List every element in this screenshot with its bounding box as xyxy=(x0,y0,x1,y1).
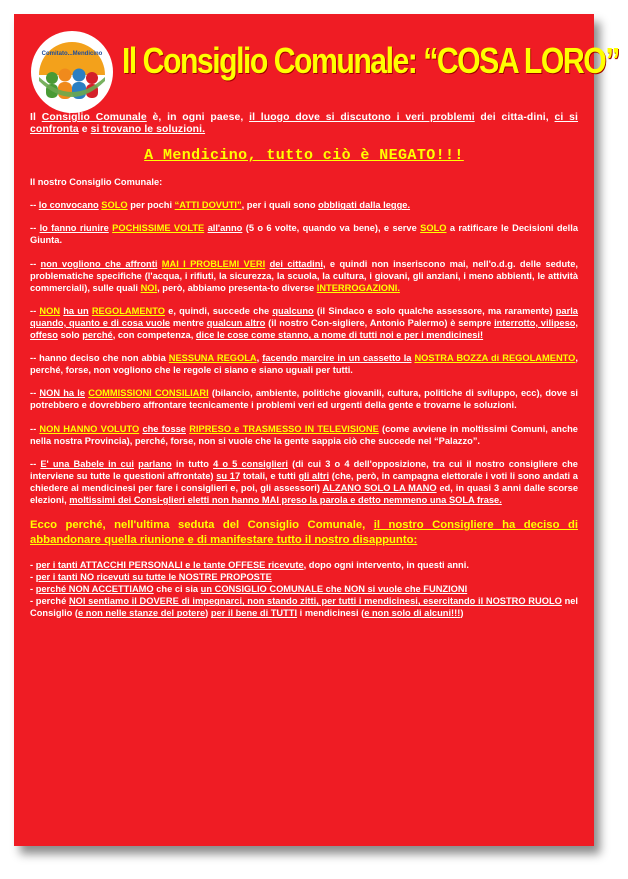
text-run: non vogliono che affronti xyxy=(40,258,158,269)
list-item xyxy=(30,571,578,583)
text-run: un CONSIGLIO COMUNALE che NON si vuole che FUNZIONI xyxy=(200,584,468,595)
text-run: lo convocano xyxy=(38,200,99,211)
text-run: mentre xyxy=(170,317,207,328)
point-televisione xyxy=(30,423,578,447)
text-run: ) xyxy=(460,608,464,619)
text-run: parla quando, quanto e di cosa vuole xyxy=(30,305,578,328)
text-run: nel Consiglio ( xyxy=(30,596,579,619)
text-run: -- xyxy=(30,305,40,316)
text-run: , dopo ogni intervento, in questi anni. xyxy=(303,560,469,571)
text-run: (5 o 6 volte, quando va bene), e serve xyxy=(242,223,421,234)
text-run: SOLO xyxy=(101,200,128,211)
text-run: e xyxy=(78,124,91,136)
text-run: su 17 xyxy=(216,470,241,481)
text-run: 4 o 5 consiglieri xyxy=(213,458,288,469)
text-run: e, quindi, succede che xyxy=(165,305,273,316)
list-item xyxy=(30,595,578,619)
text-run: - xyxy=(30,584,36,595)
text-run: si trovano le soluzioni. xyxy=(90,124,206,136)
text-run: NOI sentiamo il DOVERE di impegnarci, non stando zitti, per tutti i mendicinesi, esercitando il NOSTRO RUOLO xyxy=(68,596,562,607)
text-run: POCHISSIME VOLTE xyxy=(112,223,205,234)
text-run: NESSUNA REGOLA xyxy=(168,353,257,364)
point-regolamento xyxy=(30,305,578,341)
text-run: parlano xyxy=(138,458,172,469)
text-run: ci si confronta xyxy=(30,112,579,136)
text-run: dei cittadini xyxy=(269,258,323,269)
list-item xyxy=(30,559,578,571)
text-run: ALZANO SOLO LA MANO xyxy=(322,482,437,493)
intro-paragraph xyxy=(30,112,578,136)
text-run: Consiglio Comunale xyxy=(41,112,147,123)
text-run: perché xyxy=(82,330,113,341)
text-run: , e quindi non inseriscono mai, nell'o.d.g. delle sedute, problematiche specifiche (l'acqua, i rifiuti, la sicurezza, la scuola, la cultura, i giovani, gli anziani, i meno abbienti, le attività commerciali), sulle quali xyxy=(30,258,578,293)
text-run: obbligati dalla legge. xyxy=(318,200,411,211)
text-run: in tutto xyxy=(171,458,214,469)
text-run: , però, abbiamo presenta-to diverse xyxy=(157,282,317,293)
text-run: , xyxy=(256,353,263,364)
text-run: (bilancio, ambiente, politiche giovanili, cultura, politiche di sviluppo, ecc), dove si potrebbero e dovrebbero affrontare tecnicamente i problemi veri ed urgenti della gente e trovarne le soluzioni. xyxy=(30,388,578,411)
logo-icon xyxy=(31,31,113,113)
reasons-list xyxy=(30,559,578,619)
text-run: qualcun altro xyxy=(206,317,266,328)
text-run: (di cui 3 o 4 dell'opposizione, tra cui il nostro consigliere che interviene su tutte le questioni affrontate) xyxy=(30,458,578,481)
point-problemi xyxy=(30,258,578,294)
text-run: -- xyxy=(30,423,40,434)
text-run: MAI I PROBLEMI VERI xyxy=(161,258,266,269)
text-run: -- hanno deciso che non abbia xyxy=(30,353,169,364)
list-item xyxy=(30,583,578,595)
text-run: ) xyxy=(205,608,211,619)
text-run: Ecco perché, nell'ultima seduta del Consiglio Comunale, xyxy=(30,519,374,532)
text-run: il luogo dove si discutono i veri problemi xyxy=(249,112,475,123)
lead-line: Il nostro Consiglio Comunale: xyxy=(30,177,163,188)
text-run: perché NON ACCETTIAMO xyxy=(35,584,154,595)
text-run: e non solo di alcuni!!! xyxy=(364,608,461,619)
text-run: e non nelle stanze del potere xyxy=(78,608,206,619)
text-run: all'anno xyxy=(207,223,243,234)
text-run: -- xyxy=(30,258,41,269)
text-run: Il xyxy=(30,112,42,123)
text-run: per i tanti ATTACCHI PERSONALI e le tante OFFESE ricevute xyxy=(35,560,304,571)
text-run: totali, e tutti xyxy=(240,470,299,481)
text-run: -- xyxy=(30,200,39,211)
text-run: E' una Babele in cui xyxy=(40,458,134,469)
text-run: dei citta-dini, xyxy=(474,112,555,123)
text-run: - xyxy=(30,560,36,571)
logo-text: Comitato...Mendicino xyxy=(41,51,103,57)
text-run: qualcuno xyxy=(272,305,314,316)
text-run: - perché xyxy=(30,596,69,607)
committee-logo xyxy=(31,31,113,113)
negato-heading: A Mendicino, tutto ciò è NEGATO!!! xyxy=(144,147,464,165)
text-run: (il Sindaco e solo qualche assessore, ma raramente) xyxy=(313,305,556,316)
text-run: -- xyxy=(30,458,41,469)
ecco-perche-paragraph xyxy=(30,518,578,547)
text-run: per i tanti NO ricevuti su tutte le NOSTRE PROPOSTE xyxy=(35,572,272,583)
text-run: solo xyxy=(57,330,83,341)
text-run: che fosse xyxy=(142,423,186,434)
point-convocano xyxy=(30,199,578,211)
text-run: che ci sia xyxy=(153,584,201,595)
text-run: moltissimi dei Consi-glieri eletti non hanno MAI preso la parola e detto nemmeno una SOLA frase. xyxy=(69,494,502,505)
text-run: RIPRESO e TRASMESSO IN TELEVISIONE xyxy=(189,423,379,434)
text-run: “ATTI DOVUTI” xyxy=(174,200,242,211)
text-run: -- xyxy=(30,223,40,234)
text-run: ed, in quasi 3 anni dalle scorse elezioni, xyxy=(30,482,578,505)
text-run: interrotto, vilipeso, offeso xyxy=(30,317,579,341)
flyer-page xyxy=(14,14,619,846)
text-run: NON xyxy=(39,305,61,316)
text-run: (che, però, in campagna elettorale i voti li sono andati a chiedere ai mendicinesi per fare i consiglieri e, poi, gli assessori) xyxy=(30,470,578,493)
point-nessuna-regola xyxy=(30,352,578,376)
text-run: INTERROGAZIONI. xyxy=(316,282,400,293)
text-run: dice le cose come stanno, a nome di tutti noi e per i mendicinesi! xyxy=(195,330,484,341)
text-run: - xyxy=(30,572,36,583)
text-run: , per i quali sono xyxy=(241,200,319,211)
text-run: -- xyxy=(30,388,40,399)
text-run: , con competenza, xyxy=(112,330,196,341)
text-run: NON HANNO VOLUTO xyxy=(39,423,140,434)
point-commissioni xyxy=(30,387,578,411)
text-run: ha un xyxy=(63,305,89,316)
point-babele xyxy=(30,458,578,506)
text-run: NOI xyxy=(140,282,158,293)
text-run: per il bene di TUTTI xyxy=(210,608,298,619)
text-run: lo fanno riunire xyxy=(39,223,109,234)
text-run: facendo marcire in un cassetto la xyxy=(262,353,412,364)
text-run: gli altri xyxy=(298,470,330,481)
text-run: i mendicinesi ( xyxy=(297,608,365,619)
text-run: NOSTRA BOZZA di REGOLAMENTO xyxy=(414,353,576,364)
text-run: per pochi xyxy=(127,200,175,211)
text-run: COMMISSIONI CONSILIARI xyxy=(88,388,209,399)
text-run: , perché, forse, non vogliono che le regole ci siano e siano uguali per tutti. xyxy=(30,353,579,376)
text-run: a ratificare le Decisioni della Giunta. xyxy=(30,223,579,246)
text-run: è, in ogni paese, xyxy=(146,112,250,123)
point-riunire xyxy=(30,222,578,246)
text-run: (come avviene in moltissimi Comuni, anche nella nostra Provincia), perché, forse, non si vuole che la gente sappia ciò che succede nel “Palazzo”. xyxy=(30,423,578,446)
text-run: REGOLAMENTO xyxy=(91,305,165,316)
flyer-body xyxy=(30,112,578,620)
text-run: il nostro Consigliere ha deciso di abbandonare quella riunione e di manifestare tutto il nostro disappunto: xyxy=(30,519,578,546)
text-run: NON ha le xyxy=(39,388,86,399)
text-run: (il nostro Con-sigliere, Antonio Palermo) è sempre xyxy=(265,317,495,328)
text-run: SOLO xyxy=(420,223,447,234)
page-title: Il Consiglio Comunale: “COSA LORO” xyxy=(122,40,619,81)
